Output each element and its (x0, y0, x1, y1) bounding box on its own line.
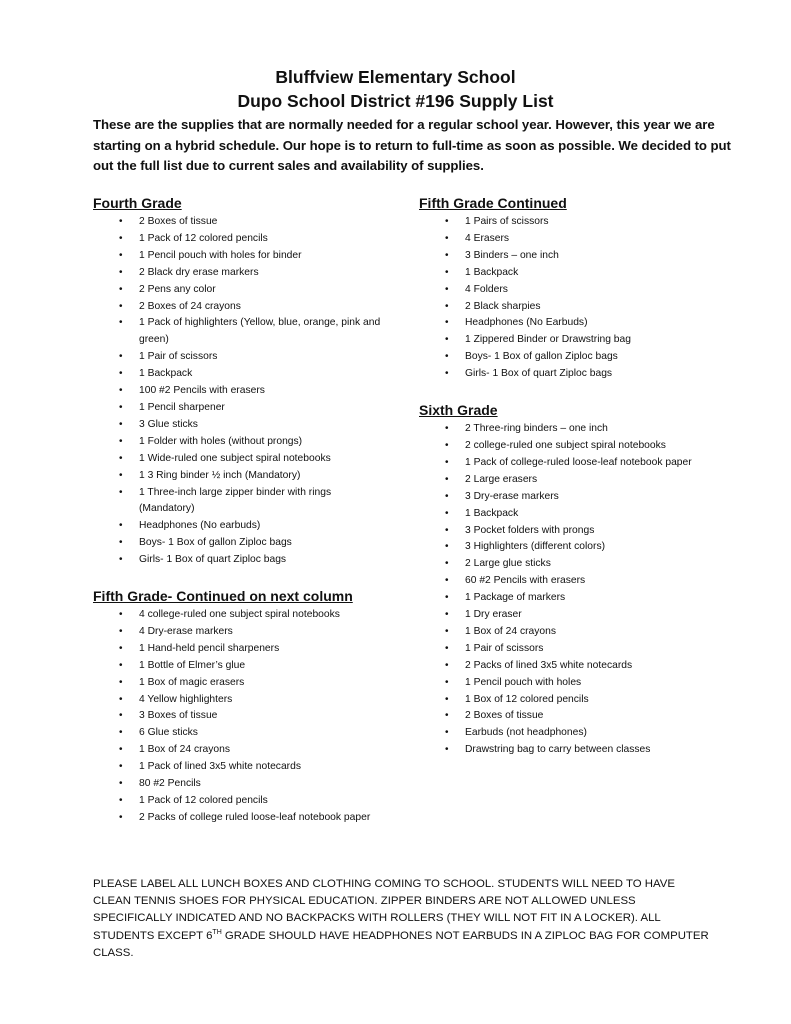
right-column (419, 193, 719, 776)
list-item (419, 455, 719, 472)
list-item-text: Boys- 1 Box of gallon Ziploc bags (139, 537, 292, 549)
bullet-icon: • (119, 537, 123, 549)
list-item (93, 383, 388, 400)
list-item-text: 1 Box of 12 colored pencils (465, 693, 589, 705)
list-item (419, 438, 719, 455)
bullet-icon: • (445, 676, 449, 688)
list-item-text: 4 college-ruled one subject spiral notebooks (139, 609, 340, 621)
list-item (93, 641, 388, 658)
bullet-icon: • (445, 642, 449, 654)
list-item-text: 1 Pack of highlighters (Yellow, blue, orange, pink and green) (139, 317, 381, 346)
bullet-icon: • (119, 811, 123, 823)
fifth-grade-heading: Fifth Grade- Continued on next column (93, 588, 353, 605)
list-item (93, 675, 388, 692)
list-item-text: 2 Boxes of tissue (465, 710, 544, 722)
list-item (93, 349, 388, 366)
bullet-icon: • (119, 676, 123, 688)
bullet-icon: • (119, 385, 123, 397)
list-item-text: 2 Boxes of tissue (139, 216, 218, 227)
list-item (93, 793, 388, 810)
list-item-text: 1 Hand-held pencil sharpeners (139, 642, 280, 654)
list-item-text: 1 Backpack (465, 266, 519, 278)
list-item-text: 2 Large glue sticks (465, 558, 551, 570)
list-item (93, 518, 388, 535)
list-item (93, 248, 388, 265)
list-item (93, 366, 388, 383)
list-item-text: 3 Glue sticks (139, 418, 198, 430)
list-item-text: 2 college-ruled one subject spiral notebooks (465, 439, 666, 451)
bullet-icon: • (119, 452, 123, 464)
bullet-icon: • (119, 300, 123, 312)
bullet-icon: • (445, 232, 449, 244)
bullet-icon: • (119, 418, 123, 430)
list-item-text: 1 3 Ring binder ½ inch (Mandatory) (139, 469, 301, 481)
list-item (419, 590, 719, 607)
list-item-text: 2 Black sharpies (465, 300, 541, 312)
list-item (93, 535, 388, 552)
list-item (419, 332, 719, 349)
list-item (419, 573, 719, 590)
list-item-text: Girls- 1 Box of quart Ziploc bags (139, 554, 287, 566)
bullet-icon: • (119, 761, 123, 773)
bullet-icon: • (445, 368, 449, 380)
list-item-text: 1 Bottle of Elmer’s glue (139, 659, 246, 671)
list-item (419, 421, 719, 438)
bullet-icon: • (119, 435, 123, 447)
list-item (419, 556, 719, 573)
list-item (419, 692, 719, 709)
bullet-icon: • (119, 642, 123, 654)
list-item-text: 2 Pens any color (139, 283, 216, 295)
list-item-text: Earbuds (not headphones) (465, 727, 587, 739)
bullet-icon: • (445, 439, 449, 451)
list-item-text: 1 Pack of college-ruled loose-leaf notebook paper (465, 456, 692, 468)
list-item-text: 100 #2 Pencils with erasers (139, 385, 265, 397)
list-item-text: 4 Dry-erase markers (139, 625, 233, 637)
list-item (419, 366, 719, 383)
footer-text-after: GRADE SHOULD HAVE HEADPHONES NOT EARBUDS IN A ZIPLOC BAG FOR COMPUTER CLASS. (93, 929, 709, 959)
bullet-icon: • (119, 351, 123, 363)
bullet-icon: • (119, 744, 123, 756)
supply-list-title: Dupo School District #196 Supply List (237, 91, 554, 111)
list-item (419, 624, 719, 641)
list-item-text: Drawstring bag to carry between classes (465, 744, 651, 756)
list-item-text: 2 Packs of college ruled loose-leaf notebook paper (139, 811, 371, 823)
bullet-icon: • (119, 368, 123, 380)
list-item-text: 3 Binders – one inch (465, 249, 559, 261)
list-item (93, 742, 388, 759)
list-item-text: 1 Three-inch large zipper binder with rings (Mandatory) (139, 486, 332, 515)
list-item-text: 1 Pencil pouch with holes for binder (139, 249, 302, 261)
bullet-icon: • (119, 625, 123, 637)
list-item-text: 1 Box of 24 crayons (465, 625, 557, 637)
list-item-text: 3 Boxes of tissue (139, 710, 218, 722)
bullet-icon: • (445, 609, 449, 621)
list-item-text: 1 Box of 24 crayons (139, 744, 231, 756)
fourth-grade-heading: Fourth Grade (93, 195, 182, 211)
bullet-icon: • (119, 216, 123, 227)
fifth-grade-continued-list (419, 214, 719, 383)
fourth-grade-list (93, 214, 388, 569)
list-item (419, 675, 719, 692)
list-item-text: Headphones (No Earbuds) (465, 317, 588, 329)
list-item (93, 708, 388, 725)
list-item-text: 1 Pair of scissors (139, 351, 218, 363)
list-item-text: 1 Pack of 12 colored pencils (139, 795, 268, 806)
left-column (93, 193, 388, 844)
list-item-text: 2 Packs of lined 3x5 white notecards (465, 659, 633, 671)
bullet-icon: • (445, 744, 449, 756)
bullet-icon: • (119, 469, 123, 481)
bullet-icon: • (119, 283, 123, 295)
bullet-icon: • (119, 317, 123, 329)
list-item-text: 1 Pencil sharpener (139, 401, 225, 413)
list-item (419, 248, 719, 265)
list-item (419, 607, 719, 624)
bullet-icon: • (445, 592, 449, 604)
list-item (419, 708, 719, 725)
bullet-icon: • (445, 625, 449, 637)
list-item-text: 1 Backpack (465, 507, 519, 519)
list-item-text: 1 Wide-ruled one subject spiral notebooks (139, 452, 331, 464)
list-item (419, 523, 719, 540)
list-item (93, 468, 388, 485)
list-item (419, 349, 719, 366)
list-item (93, 299, 388, 316)
list-item (419, 539, 719, 556)
bullet-icon: • (445, 249, 449, 261)
list-item-text: 1 Pairs of scissors (465, 216, 549, 227)
bullet-icon: • (445, 456, 449, 468)
bullet-icon: • (119, 693, 123, 705)
bullet-icon: • (119, 659, 123, 671)
list-item (419, 742, 719, 759)
sixth-grade-heading: Sixth Grade (419, 402, 498, 419)
list-item (93, 552, 388, 569)
list-item-text: 1 Box of magic erasers (139, 676, 245, 688)
fifth-grade-list (93, 607, 388, 827)
list-item-text: Headphones (No earbuds) (139, 520, 261, 532)
bullet-icon: • (119, 710, 123, 722)
bullet-icon: • (119, 609, 123, 621)
list-item-text: 1 Zippered Binder or Drawstring bag (465, 334, 631, 346)
bullet-icon: • (445, 558, 449, 570)
fifth-grade-continued-heading: Fifth Grade Continued (419, 195, 567, 211)
list-item-text: 1 Pair of scissors (465, 642, 544, 654)
list-item (419, 214, 719, 231)
list-item (93, 759, 388, 776)
footer-superscript: TH (212, 928, 222, 936)
list-item (419, 658, 719, 675)
list-item-text: 1 Pack of lined 3x5 white notecards (139, 761, 301, 773)
list-item-text: 1 Package of markers (465, 592, 566, 604)
footer-text-before: PLEASE LABEL ALL LUNCH BOXES AND CLOTHING COMING TO SCHOOL. STUDENTS WILL NEED TO HAVE CLEAN TENNIS SHOES FOR PHYSICAL EDUCATION. ZIPPER BINDERS ARE NOT ALLOWED UNLESS SPECIFICALLY INDICATED AND NO BACKPACKS WITH ROLLERS (THEY WILL NOT FIT IN A LOCKER). ALL STUDENTS EXCEPT 6 (93, 878, 675, 942)
list-item (419, 282, 719, 299)
intro-paragraph: These are the supplies that are normally needed for a regular school year. However, this year we are starting on a hybrid schedule. Our hope is to return to full-time as soon as possible. We decided to put out the full list due to current sales and availability of supplies. (93, 117, 731, 173)
bullet-icon: • (445, 317, 449, 329)
bullet-icon: • (445, 351, 449, 363)
list-item (419, 641, 719, 658)
bullet-icon: • (445, 541, 449, 553)
bullet-icon: • (445, 693, 449, 705)
bullet-icon: • (445, 507, 449, 519)
list-item-text: 2 Large erasers (465, 473, 538, 485)
bullet-icon: • (445, 423, 449, 435)
bullet-icon: • (119, 249, 123, 261)
footer-notice (93, 876, 713, 962)
bullet-icon: • (119, 486, 123, 498)
list-item-text: 1 Dry eraser (465, 609, 522, 621)
list-item-text: 3 Pocket folders with prongs (465, 524, 595, 536)
bullet-icon: • (445, 300, 449, 312)
bullet-icon: • (445, 283, 449, 295)
list-item (93, 282, 388, 299)
bullet-icon: • (119, 266, 123, 278)
list-item (419, 265, 719, 282)
bullet-icon: • (445, 490, 449, 502)
bullet-icon: • (119, 401, 123, 413)
list-item-text: 1 Folder with holes (without prongs) (139, 435, 303, 447)
list-item (93, 725, 388, 742)
list-item-text: 80 #2 Pencils (139, 778, 201, 790)
list-item-text: 4 Yellow highlighters (139, 693, 233, 705)
list-item-text: 2 Three-ring binders – one inch (465, 423, 608, 435)
list-item-text: 4 Erasers (465, 232, 510, 244)
bullet-icon: • (119, 520, 123, 532)
bullet-icon: • (119, 232, 123, 244)
bullet-icon: • (445, 473, 449, 485)
list-item-text: 1 Pack of 12 colored pencils (139, 232, 268, 244)
list-item (93, 214, 388, 231)
list-item (93, 624, 388, 641)
list-item (93, 434, 388, 451)
list-item-text: 6 Glue sticks (139, 727, 198, 739)
bullet-icon: • (445, 216, 449, 227)
list-item (93, 607, 388, 624)
list-item (93, 658, 388, 675)
list-item-text: 4 Folders (465, 283, 508, 295)
list-item (419, 299, 719, 316)
bullet-icon: • (445, 727, 449, 739)
list-item-text: 2 Black dry erase markers (139, 266, 259, 278)
bullet-icon: • (445, 659, 449, 671)
bullet-icon: • (119, 554, 123, 566)
list-item-text: 3 Highlighters (different colors) (465, 541, 606, 553)
bullet-icon: • (445, 710, 449, 722)
list-item (419, 315, 719, 332)
list-item-text: 1 Pencil pouch with holes (465, 676, 582, 688)
bullet-icon: • (119, 795, 123, 806)
list-item (419, 489, 719, 506)
list-item (419, 506, 719, 523)
list-item (93, 231, 388, 248)
list-item (419, 472, 719, 489)
list-item (93, 810, 388, 827)
school-name: Bluffview Elementary School (275, 67, 516, 87)
bullet-icon: • (445, 334, 449, 346)
list-item (93, 776, 388, 793)
bullet-icon: • (119, 727, 123, 739)
bullet-icon: • (119, 778, 123, 790)
bullet-icon: • (445, 575, 449, 587)
list-item-text: Boys- 1 Box of gallon Ziploc bags (465, 351, 618, 363)
list-item-text: 3 Dry-erase markers (465, 490, 559, 502)
list-item (93, 400, 388, 417)
list-item-text: Girls- 1 Box of quart Ziploc bags (465, 368, 613, 380)
list-item (93, 451, 388, 468)
list-item-text: 60 #2 Pencils with erasers (465, 575, 586, 587)
list-item (93, 315, 388, 349)
list-item (419, 725, 719, 742)
sixth-grade-list (419, 421, 719, 759)
list-item (93, 692, 388, 709)
list-item (93, 485, 388, 519)
bullet-icon: • (445, 524, 449, 536)
bullet-icon: • (445, 266, 449, 278)
list-item (93, 265, 388, 282)
list-item (419, 231, 719, 248)
list-item-text: 1 Backpack (139, 368, 193, 380)
list-item (93, 417, 388, 434)
list-item-text: 2 Boxes of 24 crayons (139, 300, 241, 312)
